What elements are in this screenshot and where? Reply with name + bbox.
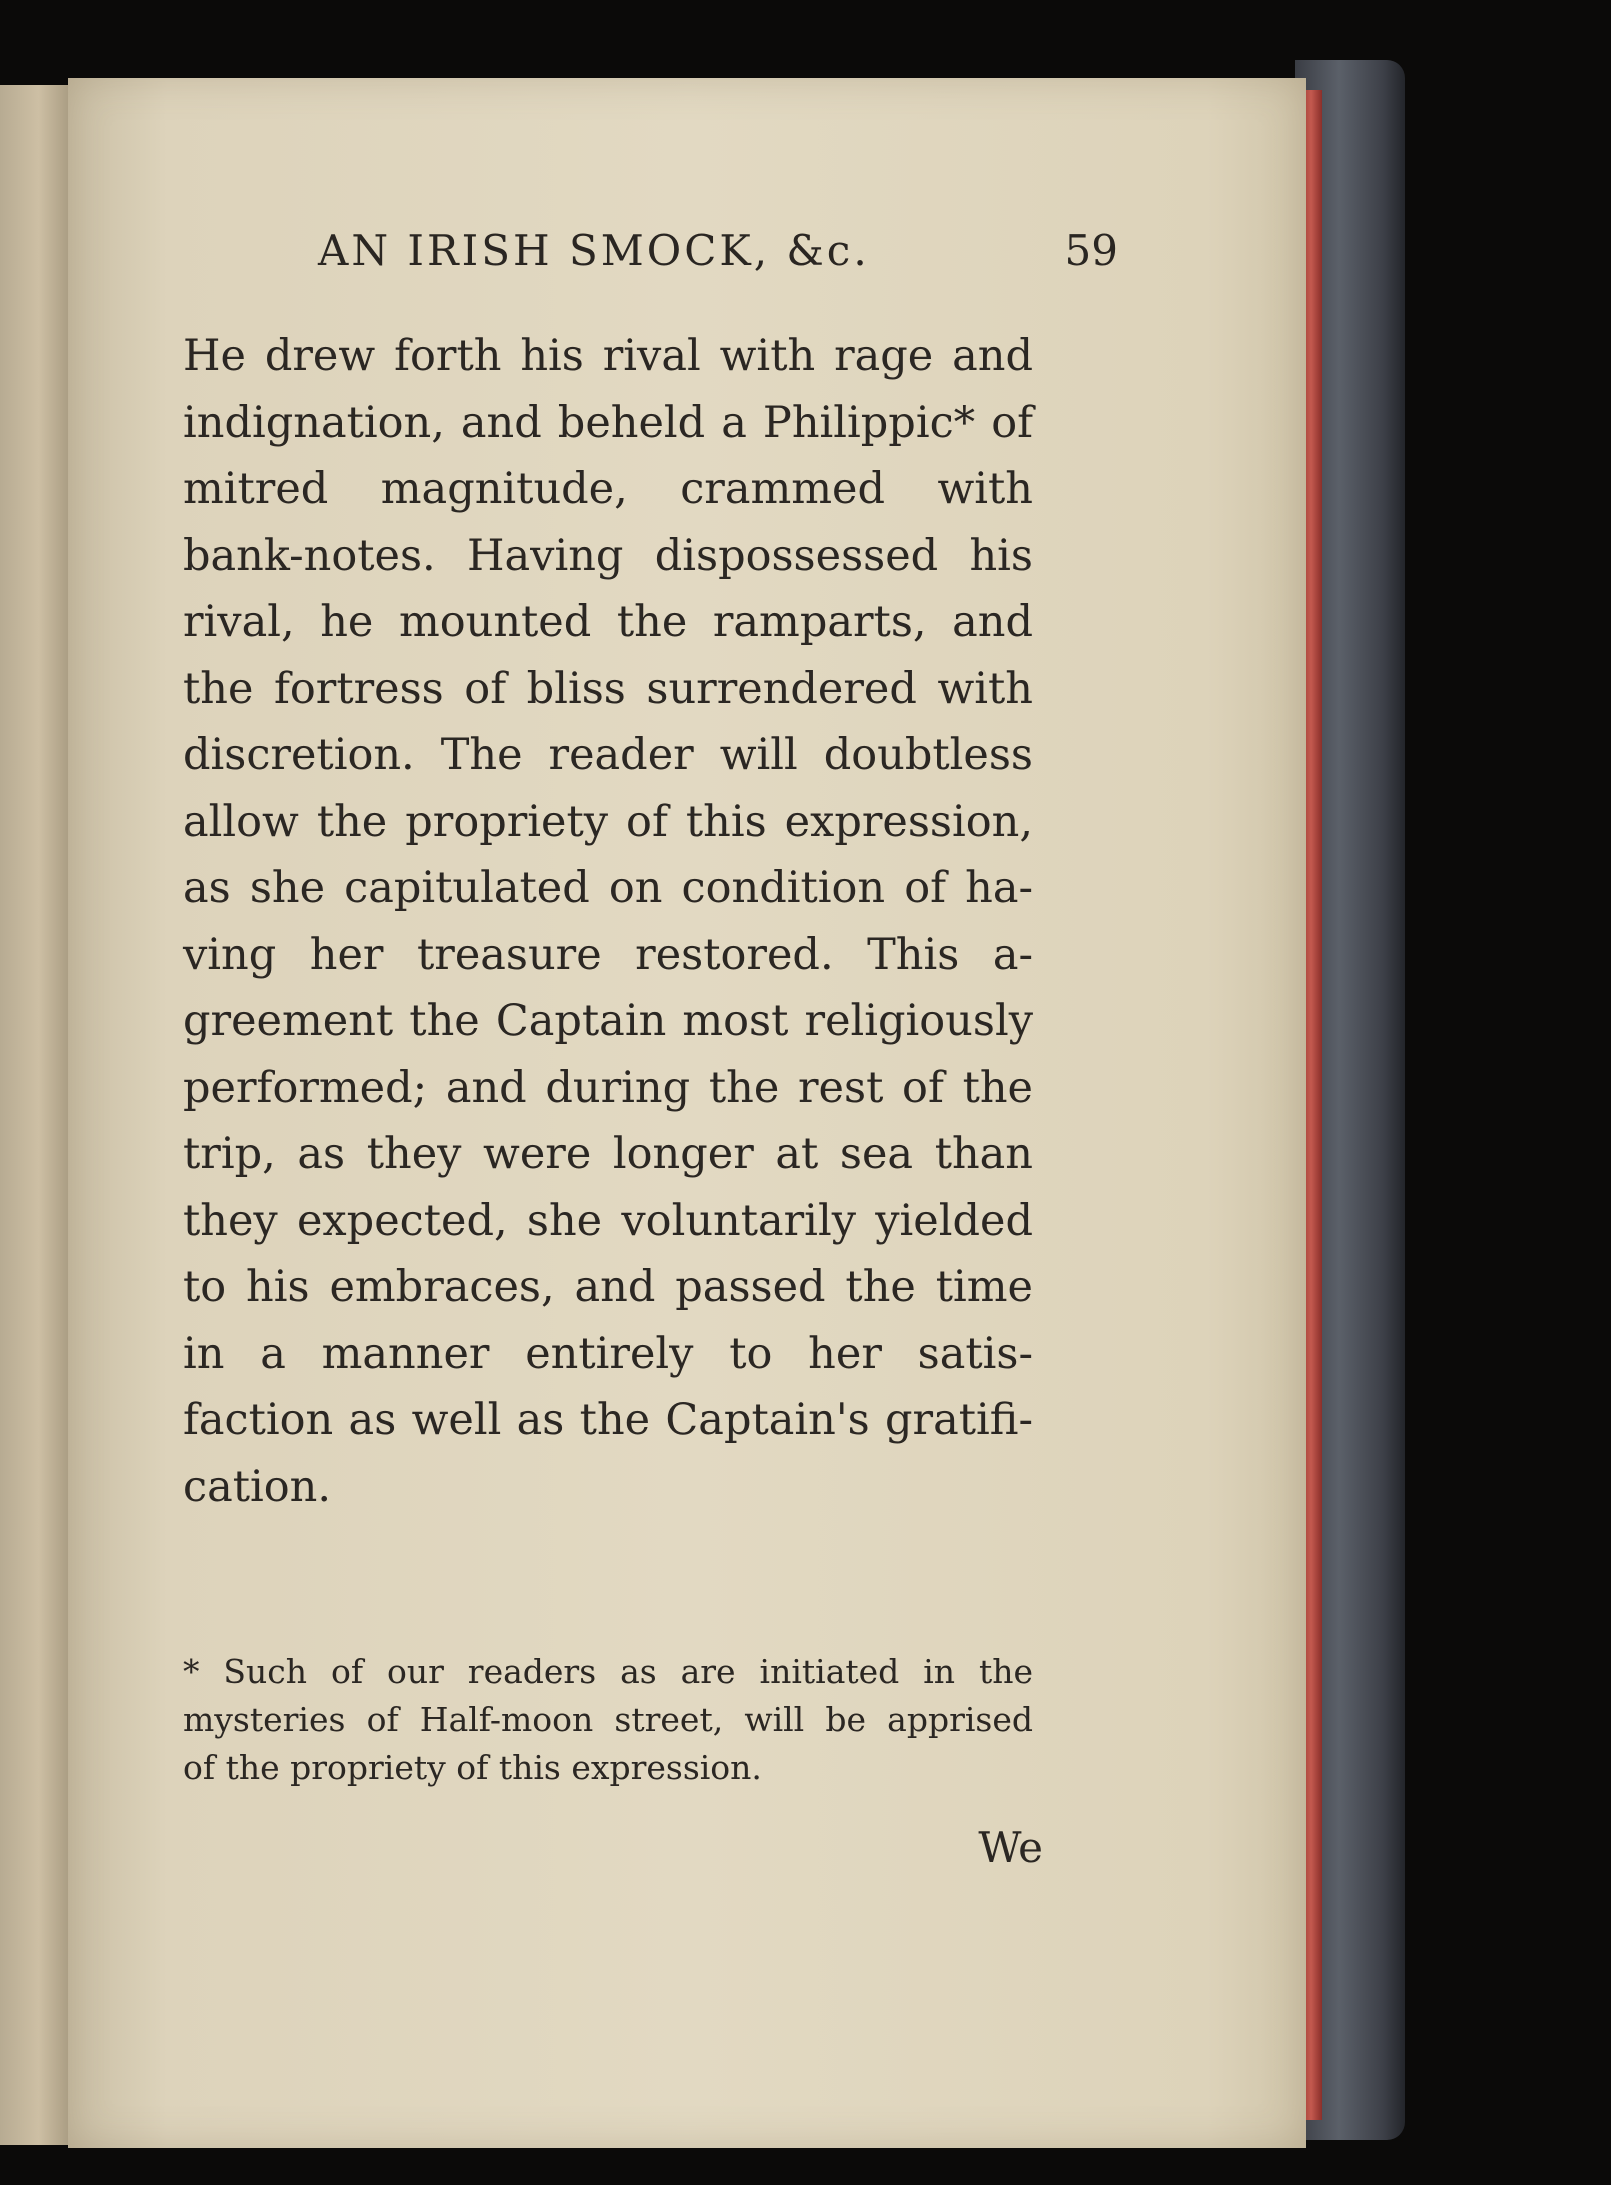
page-number: 59 bbox=[1064, 226, 1118, 275]
catchword: We bbox=[978, 1823, 1043, 1872]
text-line: cation. bbox=[183, 1461, 332, 1512]
text-line: performed; and during the rest of the bbox=[183, 1062, 1033, 1113]
body-text bbox=[183, 323, 1033, 1520]
facing-page-edge bbox=[0, 85, 70, 2145]
text-line: indignation, and beheld a Philippic* of bbox=[183, 397, 1033, 448]
text-line: ving her treasure restored. This a- bbox=[183, 929, 1033, 980]
text-line: the fortress of bliss surrendered with bbox=[183, 663, 1033, 714]
footnote bbox=[183, 1648, 1033, 1792]
text-line: discretion. The reader will doubtless bbox=[183, 730, 1033, 780]
text-line: trip, as they were longer at sea than bbox=[183, 1129, 1033, 1179]
text-line: mitred magnitude, crammed with bbox=[183, 464, 1033, 514]
page-header bbox=[318, 226, 1118, 296]
text-line: in a manner entirely to her satis- bbox=[183, 1328, 1033, 1379]
text-line: to his embraces, and passed the time bbox=[183, 1262, 1033, 1312]
text-line: greement the Captain most religiously bbox=[183, 996, 1033, 1046]
running-head: AN IRISH SMOCK, &c. bbox=[318, 226, 870, 275]
text-line: bank-notes. Having dispossessed his bbox=[183, 530, 1033, 581]
text-line: allow the propriety of this expression, bbox=[183, 796, 1033, 847]
footnote-line: mysteries of Half-moon street, will be apprised bbox=[183, 1700, 1033, 1739]
text-line: faction as well as the Captain's gratifi- bbox=[183, 1395, 1033, 1445]
text-line: He drew forth his rival with rage and bbox=[183, 331, 1033, 381]
text-line: rival, he mounted the ramparts, and bbox=[183, 597, 1033, 647]
footnote-line: of the propriety of this expression. bbox=[183, 1748, 762, 1787]
book-page bbox=[68, 78, 1306, 2148]
text-line: they expected, she voluntarily yielded bbox=[183, 1195, 1033, 1246]
text-line: as she capitulated on condition of ha- bbox=[183, 863, 1033, 913]
footnote-line: * Such of our readers as are initiated in the bbox=[183, 1652, 1033, 1691]
